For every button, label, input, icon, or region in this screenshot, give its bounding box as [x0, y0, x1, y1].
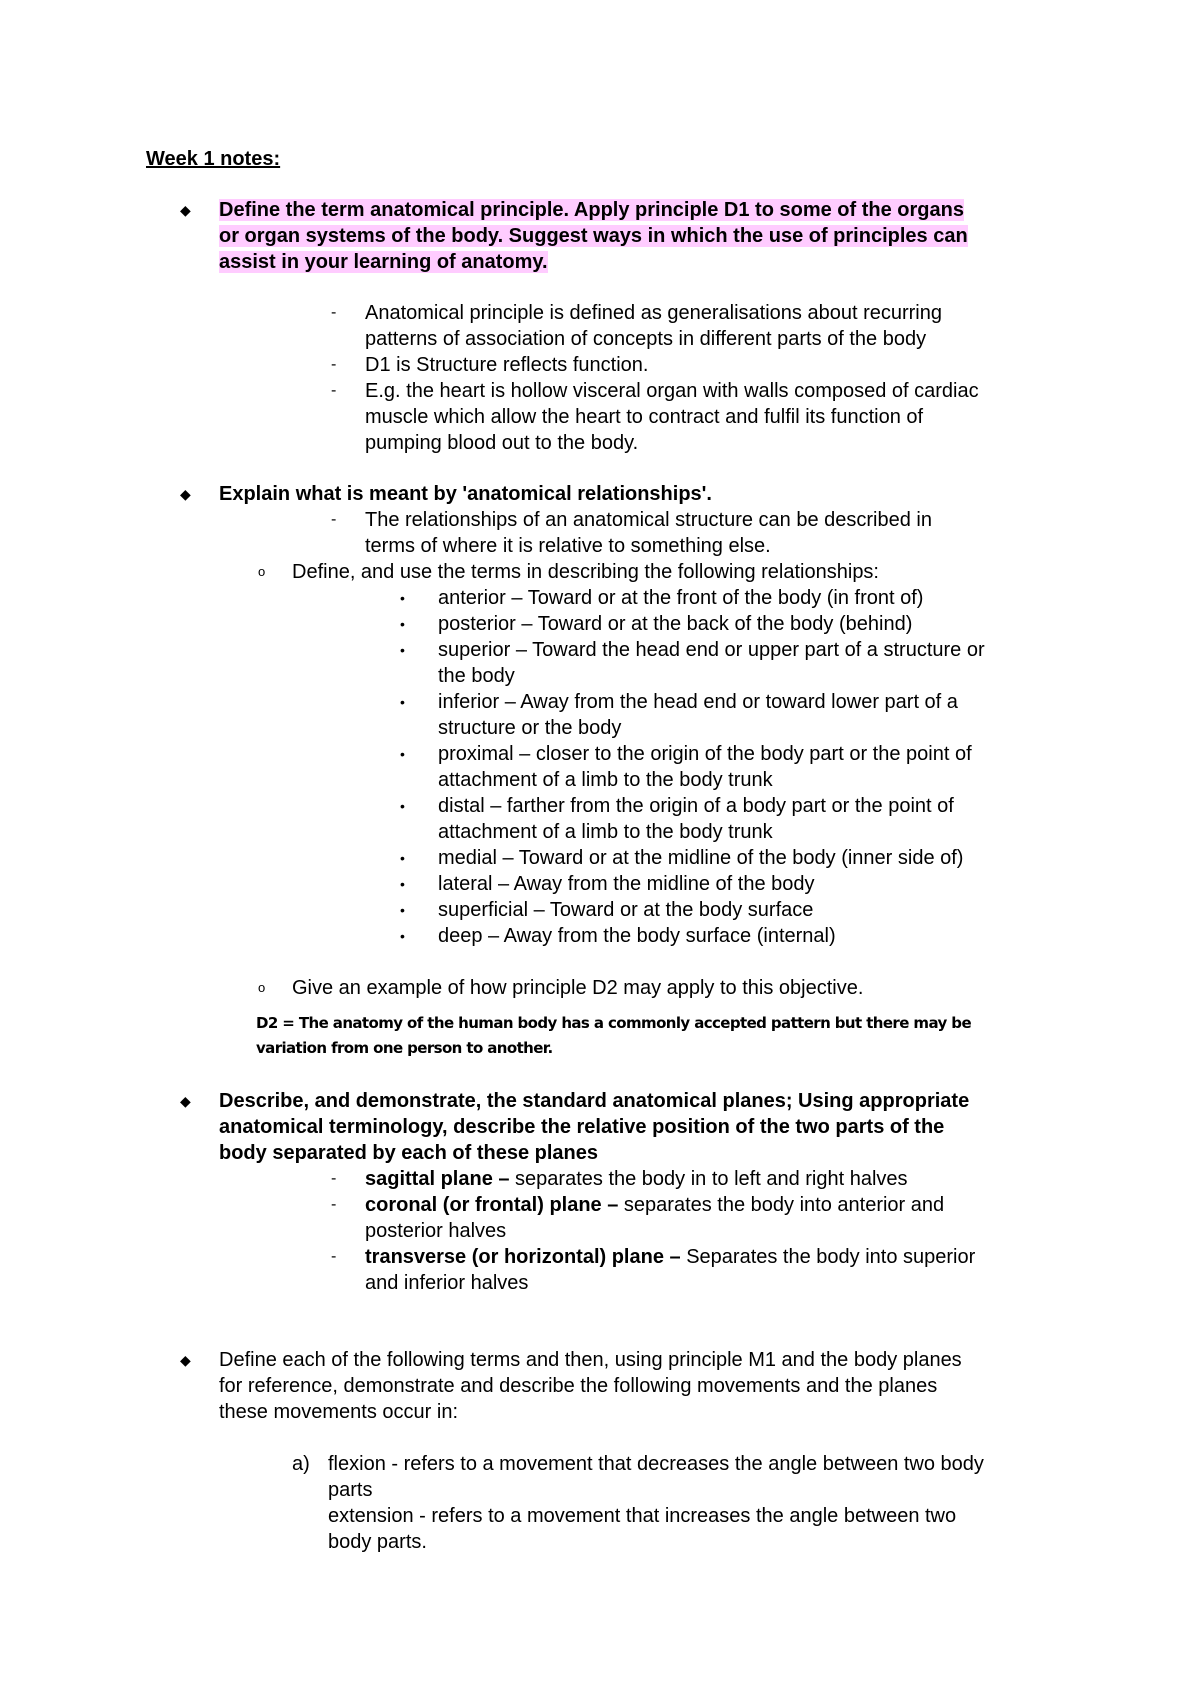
flexion-line-2: parts — [328, 1479, 373, 1501]
answer-2-line-1: The relationships of an anatomical structure can be described in — [365, 509, 932, 531]
answer-1c-line-3: pumping blood out to the body. — [365, 432, 639, 454]
dot-bullet-icon: • — [400, 902, 405, 918]
subobjective-define-terms: Define, and use the terms in describing the following relationships: — [292, 561, 879, 583]
term-lateral: lateral – Away from the midline of the body — [438, 873, 815, 895]
d2-definition-line-2: variation from one person to another. — [256, 1039, 553, 1057]
term-inferior-line-1: inferior – Away from the head end or toward lower part of a — [438, 691, 958, 713]
diamond-bullet-icon: ◆ — [180, 1352, 191, 1368]
extension-line-1: extension - refers to a movement that increases the angle between two — [328, 1505, 957, 1527]
term-superficial: superficial – Toward or at the body surface — [438, 899, 814, 921]
answer-1a-line-1: Anatomical principle is defined as generalisations about recurring — [365, 302, 942, 324]
question-2-title: Explain what is meant by 'anatomical relationships'. — [219, 483, 712, 505]
answer-1c-line-2: muscle which allow the heart to contract and fulfil its function of — [365, 406, 924, 428]
dot-bullet-icon: • — [400, 746, 405, 762]
circle-bullet-icon: o — [258, 980, 266, 995]
item-label-a: a) — [292, 1453, 310, 1475]
term-posterior: posterior – Toward or at the back of the body (behind) — [438, 613, 913, 635]
answer-2-line-2: terms of where it is relative to something else. — [365, 535, 771, 557]
question-3-line-1: Describe, and demonstrate, the standard anatomical planes; Using appropriate — [219, 1090, 970, 1112]
answer-1c-line-1: E.g. the heart is hollow visceral organ with walls composed of cardiac — [365, 380, 979, 402]
page-title: Week 1 notes: — [146, 148, 281, 170]
question-4-line-3: these movements occur in: — [219, 1401, 458, 1423]
term-distal-line-2: attachment of a limb to the body trunk — [438, 821, 773, 843]
dot-bullet-icon: • — [400, 928, 405, 944]
dot-bullet-icon: • — [400, 876, 405, 892]
question-4-line-1: Define each of the following terms and then, using principle M1 and the body planes — [219, 1349, 962, 1371]
extension-line-2: body parts. — [328, 1531, 427, 1553]
plane-coronal-line-1: coronal (or frontal) plane – separates the body into anterior and — [365, 1194, 945, 1216]
question-4-line-2: for reference, demonstrate and describe the following movements and the planes — [219, 1375, 938, 1397]
dash-bullet: - — [331, 382, 337, 399]
dash-bullet: - — [331, 511, 337, 528]
plane-transverse-line-2: and inferior halves — [365, 1272, 529, 1294]
term-inferior-line-2: structure or the body — [438, 717, 622, 739]
dash-bullet: - — [331, 356, 337, 373]
question-1-line-2: or organ systems of the body. Suggest ways in which the use of principles can — [219, 225, 968, 247]
answer-1a-line-2: patterns of association of concepts in different parts of the body — [365, 328, 927, 350]
subobjective-d2-example: Give an example of how principle D2 may apply to this objective. — [292, 977, 864, 999]
dot-bullet-icon: • — [400, 642, 405, 658]
plane-coronal-line-2: posterior halves — [365, 1220, 507, 1242]
circle-bullet-icon: o — [258, 564, 266, 579]
plane-transverse-line-1: transverse (or horizontal) plane – Separates the body into superior — [365, 1246, 976, 1268]
question-3-line-3: body separated by each of these planes — [219, 1142, 599, 1164]
dot-bullet-icon: • — [400, 850, 405, 866]
dot-bullet-icon: • — [400, 694, 405, 710]
dot-bullet-icon: • — [400, 590, 405, 606]
question-1-line-3: assist in your learning of anatomy. — [219, 251, 548, 273]
answer-1b-line-1: D1 is Structure reflects function. — [365, 354, 649, 376]
diamond-bullet-icon: ◆ — [180, 202, 191, 218]
term-proximal-line-2: attachment of a limb to the body trunk — [438, 769, 773, 791]
term-medial: medial – Toward or at the midline of the body (inner side of) — [438, 847, 964, 869]
flexion-line-1: flexion - refers to a movement that decreases the angle between two body — [328, 1453, 984, 1475]
term-anterior: anterior – Toward or at the front of the body (in front of) — [438, 587, 924, 609]
term-deep: deep – Away from the body surface (internal) — [438, 925, 836, 947]
dash-bullet: - — [331, 304, 337, 321]
d2-definition-line-1: D2 = The anatomy of the human body has a commonly accepted pattern but there may be — [256, 1014, 972, 1032]
term-proximal-line-1: proximal – closer to the origin of the body part or the point of — [438, 743, 972, 765]
dot-bullet-icon: • — [400, 798, 405, 814]
plane-sagittal: sagittal plane – separates the body in to left and right halves — [365, 1168, 908, 1190]
term-distal-line-1: distal – farther from the origin of a body part or the point of — [438, 795, 954, 817]
dash-bullet: - — [331, 1170, 337, 1187]
term-superior-line-1: superior – Toward the head end or upper part of a structure or — [438, 639, 985, 661]
term-superior-line-2: the body — [438, 665, 515, 687]
question-1-line-1: Define the term anatomical principle. Apply principle D1 to some of the organs — [219, 199, 964, 221]
dash-bullet: - — [331, 1196, 337, 1213]
dash-bullet: - — [331, 1248, 337, 1265]
diamond-bullet-icon: ◆ — [180, 486, 191, 502]
diamond-bullet-icon: ◆ — [180, 1093, 191, 1109]
dot-bullet-icon: • — [400, 616, 405, 632]
question-3-line-2: anatomical terminology, describe the relative position of the two parts of the — [219, 1116, 945, 1138]
